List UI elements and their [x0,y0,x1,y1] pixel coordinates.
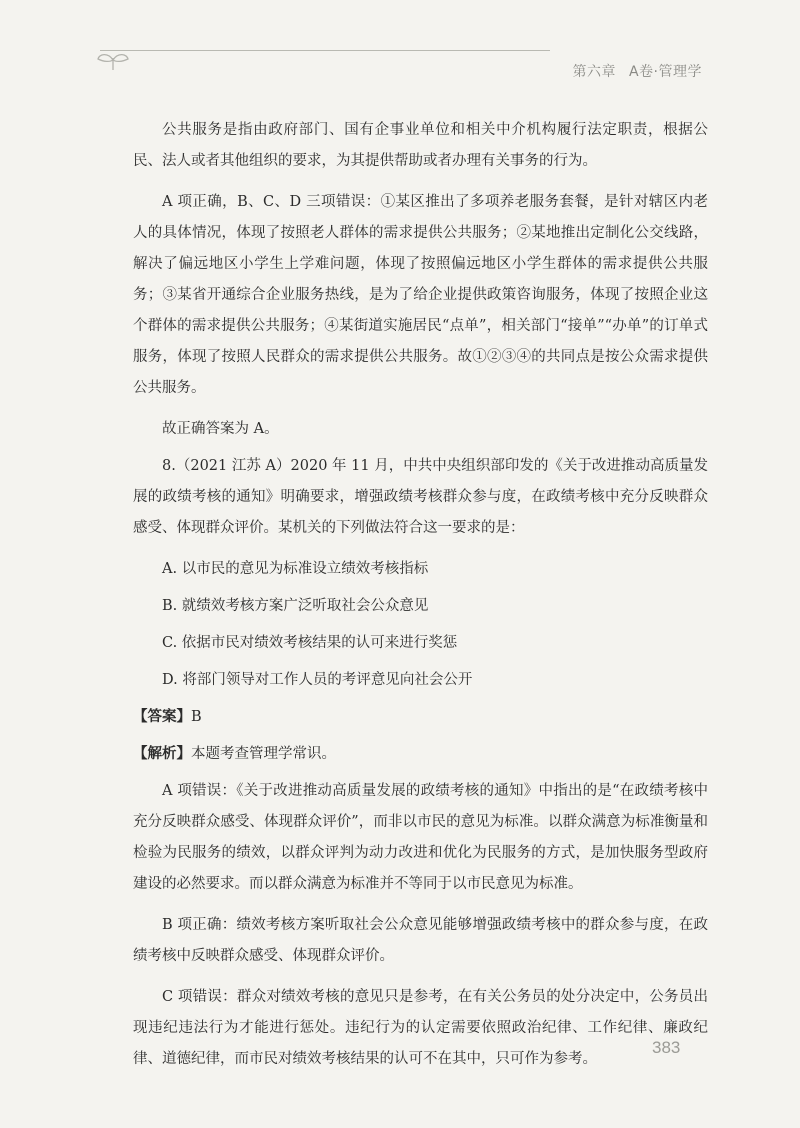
page-body [133,115,708,1085]
analysis-tag: 【解析】 [133,746,191,762]
option-c: C. 依据市民对绩效考核结果的认可来进行奖惩 [162,635,458,651]
definition-paragraph: 公共服务是指由政府部门、国有企事业单位和相关中介机构履行法定职责，根据公民、法人或者其他组织的要求，为其提供帮助或者办理有关事务的行为。 [133,122,708,169]
answer-line [133,702,708,733]
answer-value: B [191,709,202,725]
option-d: D. 将部门领导对工作人员的考评意见向社会公开 [162,672,473,688]
option-a: A. 以市民的意见为标准设立绩效考核指标 [162,561,429,577]
page-number: 383 [652,1038,681,1057]
option-b: B. 就绩效考核方案广泛听取社会公众意见 [162,598,429,614]
analysis-b: B 项正确：绩效考核方案听取社会公众意见能够增强政绩考核中的群众参与度，在政绩考核中反映群众感受、体现群众评价。 [133,917,708,964]
question-8: 8.（2021 江苏 A）2020 年 11 月，中共中央组织部印发的《关于改进推动高质量发展的政绩考核的通知》明确要求，增强政绩考核群众参与度，在政绩考核中充分反映群众感受、体现群众评价。某机关的下列做法符合这一要求的是： [133,458,708,536]
analysis-line [133,739,708,770]
chapter-label: 第六章 [572,64,617,80]
page-header [0,22,800,80]
answer-tag: 【答案】 [133,709,191,725]
header-rule [100,50,550,51]
running-head [573,61,702,81]
answer-statement: 故正确答案为 A。 [162,421,279,437]
explanation-paragraph: A 项正确，B、C、D 三项错误：①某区推出了多项养老服务套餐，是针对辖区内老人的具体情况，体现了按照老人群体的需求提供公共服务；②某地推出定制化公交线路，解决了偏远地区小学生上学难问题，体现了按照偏远地区小学生群体的需求提供公共服务；③某省开通综合企业服务热线，是为了给企业提供政策咨询服务，体现了按照企业这个群体的需求提供公共服务；④某街道实施居民“点单”，相关部门“接单”“办单”的订单式服务，体现了按照人民群众的需求提供公共服务。故①②③④的共同点是按公众需求提供公共服务。 [133,194,708,396]
section-label: A卷·管理学 [628,64,702,80]
analysis-intro: 本题考查管理学常识。 [191,746,336,762]
analysis-c: C 项错误：群众对绩效考核的意见只是参考，在有关公务员的处分决定中，公务员出现违纪违法行为才能进行惩处。违纪行为的认定需要依照政治纪律、工作纪律、廉政纪律、道德纪律，而市民对绩效考核结果的认可不在其中，只可作为参考。 [133,989,708,1067]
analysis-a: A 项错误：《关于改进推动高质量发展的政绩考核的通知》中指出的是“在政绩考核中充分反映群众感受、体现群众评价”，而非以市民的意见为标准。以群众满意为标准衡量和检验为民服务的绩效，以群众评判为动力改进和优化为民服务的方式，是加快服务型政府建设的必然要求。而以群众满意为标准并不等同于以市民意见为标准。 [133,783,708,892]
sprout-icon [96,50,130,72]
